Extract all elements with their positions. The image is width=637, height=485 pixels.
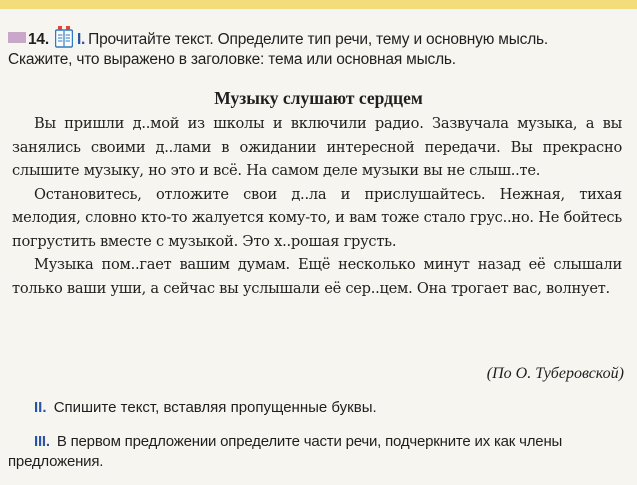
exercise-header-line [8,26,630,50]
text-paragraph-1: Вы пришли д..мой из школы и включили радио. Зазвучала музыка, а вы занялись своими д..лами в ожидании интересной передачи. Вы прекрасно слышите музыку, но это и всё. На самом деле музыки вы не слыш..те. [12,115,622,179]
task2-text: Спишите текст, вставляя пропущенные буквы. [53,399,377,416]
task2 [34,398,630,418]
text-paragraph-3: Музыка пом..гает вашим думам. Ещё несколько минут назад её слышали только ваши уши, а сейчас вы услышали её сер..цем. Она трогает вас, волнует. [12,256,622,297]
task1-roman: I. [76,31,86,48]
exercise-number-marker [8,32,26,43]
task1-text-continued: Скажите, что выражено в заголовке: тема или основная мысль. [8,51,456,68]
reading-text [12,112,622,300]
task3-roman: III. [34,433,50,450]
text-source: (По О. Туберовской) [486,365,624,382]
exercise-header [8,26,630,70]
book-icon [55,26,73,48]
exercise-number: 14. [28,31,49,48]
task3 [8,432,630,472]
text-title: Музыку слушают сердцем [214,88,423,108]
task3-text: В первом предложении определите части речи, подчеркните их как члены предложения. [8,433,563,470]
task2-roman: II. [34,399,47,416]
task1-text: Прочитайте текст. Определите тип речи, тему и основную мысль. [88,31,549,48]
top-decorative-strip [0,0,637,9]
text-paragraph-2: Остановитесь, отложите свои д..ла и прислушайтесь. Нежная, тихая мелодия, словно кто-то жалуется кому-то, и вам тоже стало грус..но. Не бойтесь погрустить вместе с музыкой. Это х..рошая грусть. [12,185,622,250]
